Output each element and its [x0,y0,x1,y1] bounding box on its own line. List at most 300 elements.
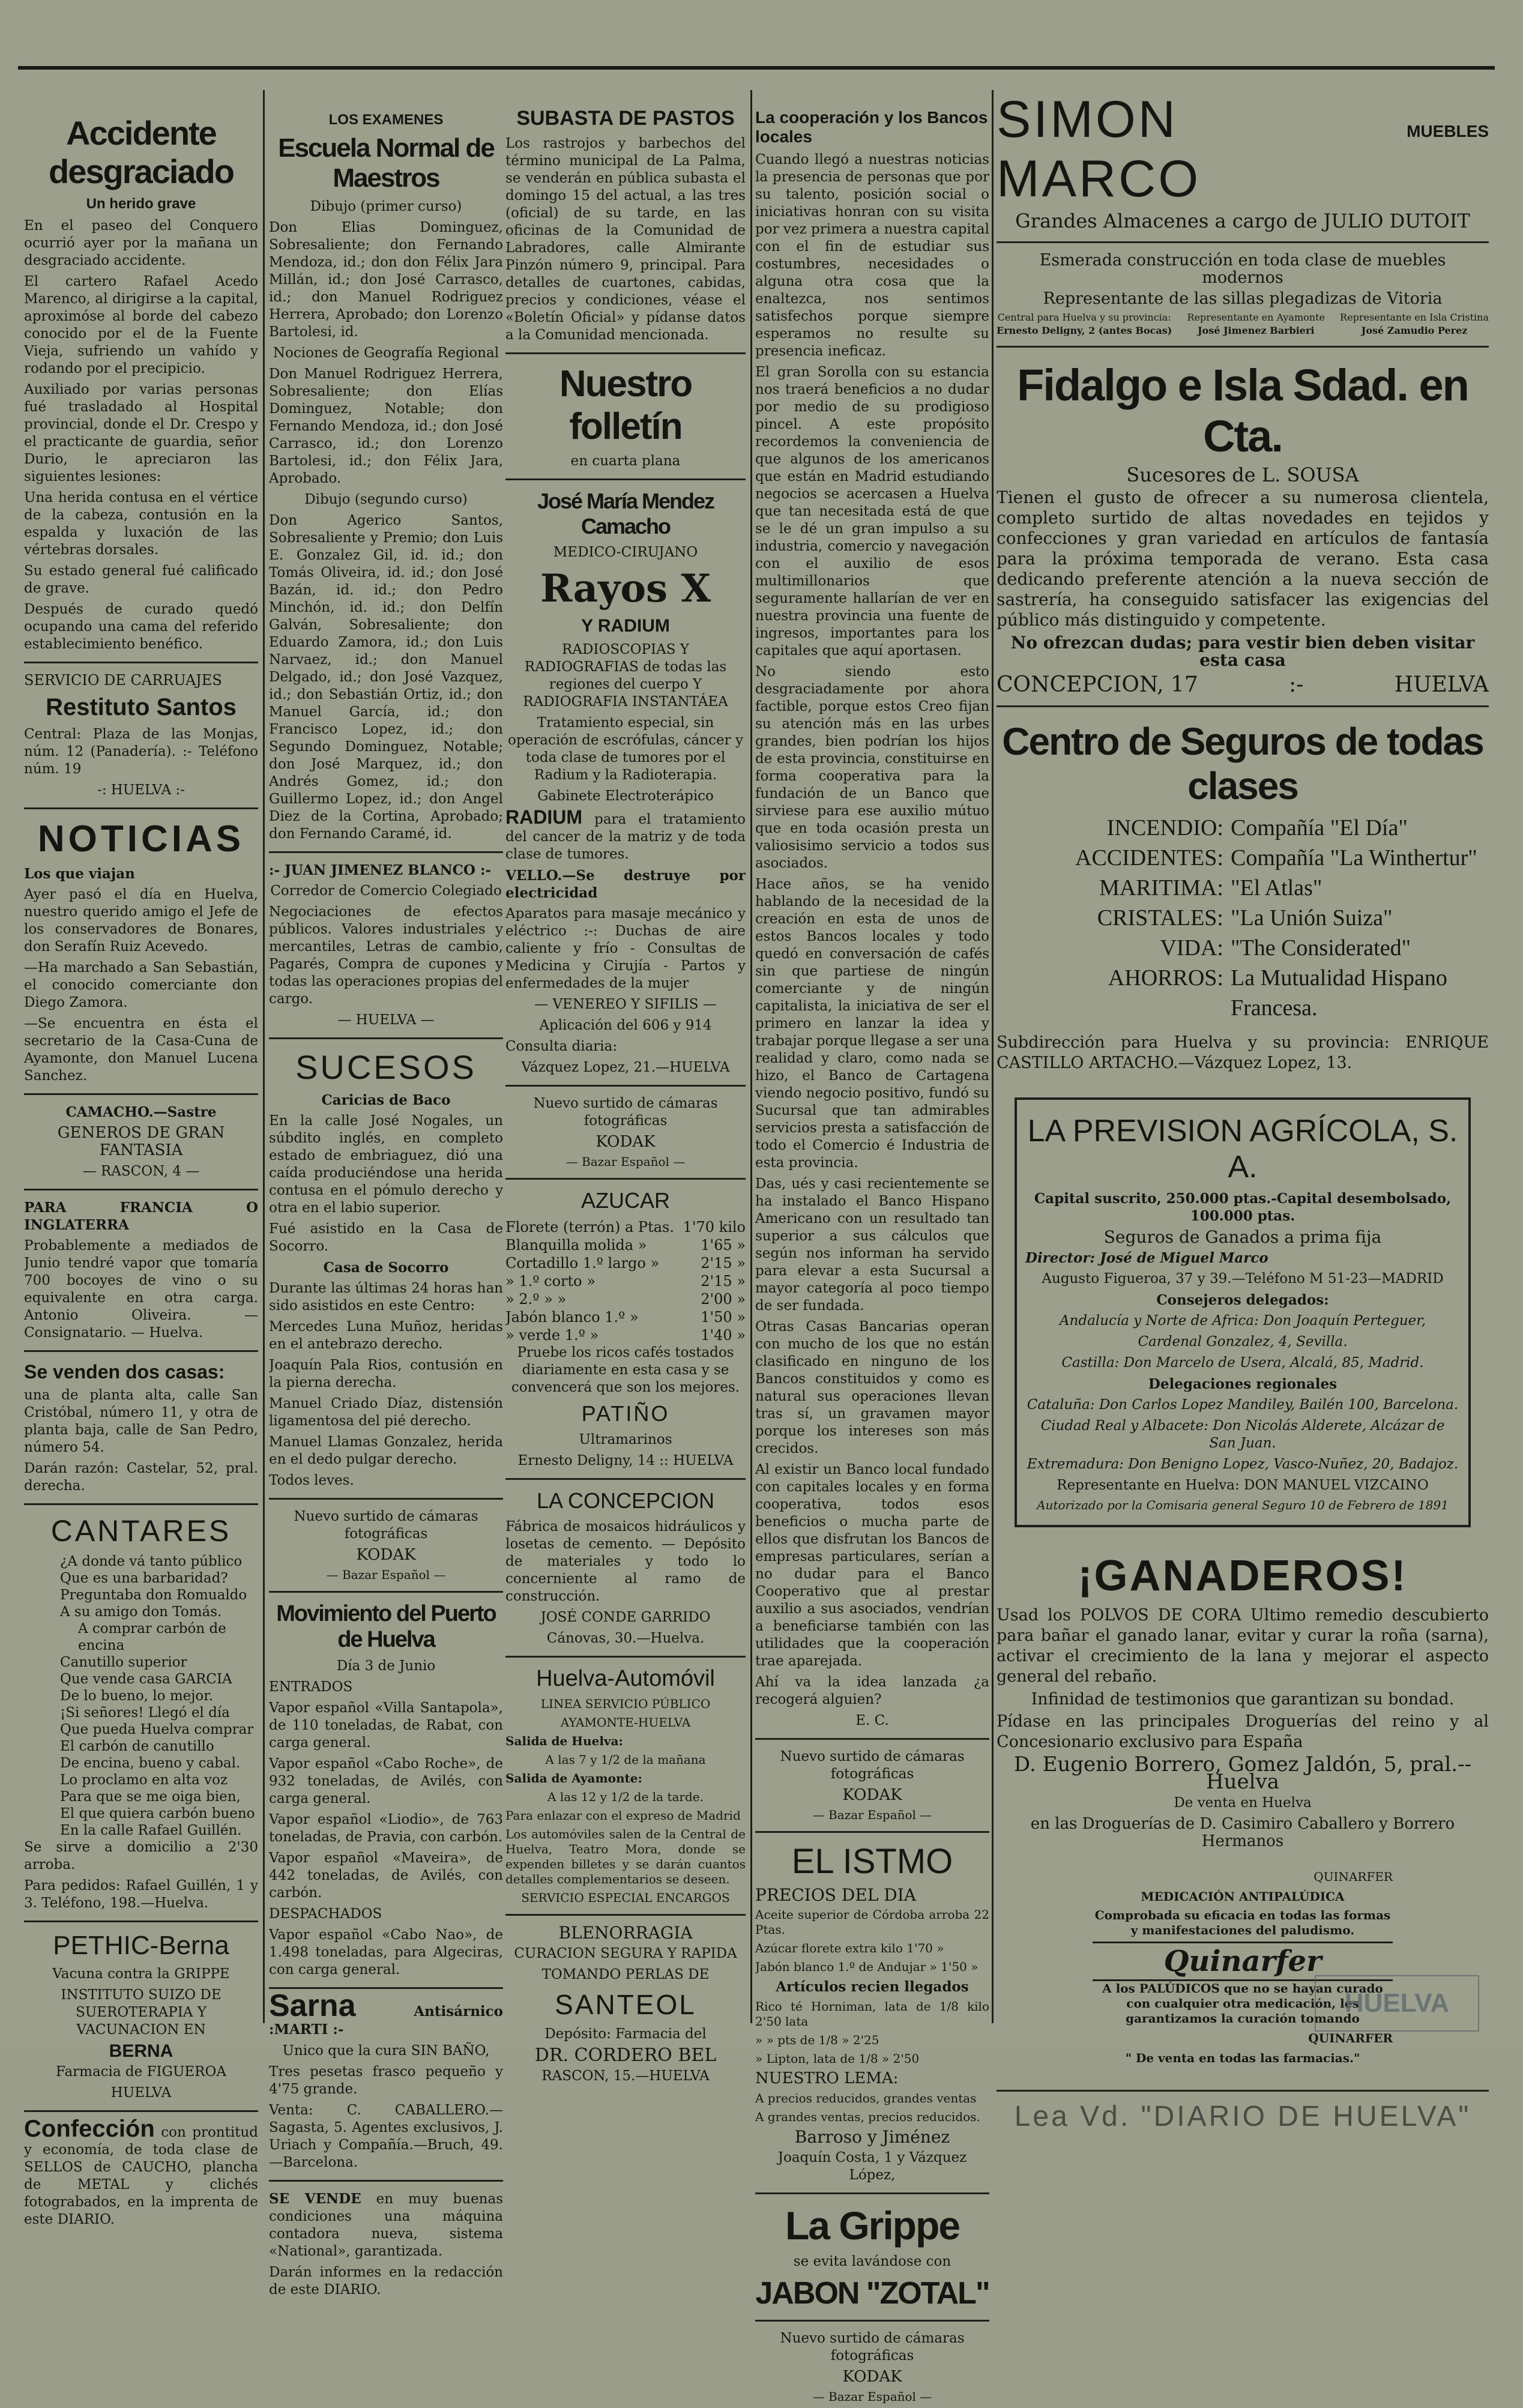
divider [755,1831,989,1833]
insurance-branch: AHORROS: [1108,965,1223,991]
mendez-radium: Y RADIUM [581,616,670,636]
paragraph: —Se encuentra en ésta el secretario de la Casa-Cuna de Ayamonte, don Manuel Lucena Sanchez. [24,1016,258,1084]
divider [505,1178,746,1180]
coop-sig: E. C. [855,1713,889,1728]
examenes-dib2: Dibujo (segundo curso) [304,492,468,507]
prevision-rep: Representante en Huelva: DON MANUEL VIZCAINO [1057,1477,1429,1493]
insurance-branch: CRISTALES: [1097,905,1223,931]
istmo-sub: PRECIOS DEL DIA [755,1885,916,1905]
column-divider [750,90,752,2023]
quinarfer-ad [1093,1868,1393,2066]
prevision-d2: Ciudad Real y Albacete: Don Nicolás Alderete, Alcázar de San Juan. [1040,1418,1445,1451]
price-row [505,1290,746,1308]
price-row [505,1272,746,1290]
istmo-lema: NUESTRO LEMA: [755,2069,899,2087]
istmo-r1: Aceite superior de Córdoba arroba 22 Ptas. [755,1907,989,1937]
quinarfer-l3: QUINARFER [1308,2031,1393,2045]
sucesos-casa: Casa de Socorro [323,1260,449,1276]
agent-addr: José Jimenez Barbieri [1197,325,1315,336]
prevision-c1: Andalucía y Norte de Africa: Don Joaquín Perteguer, [1059,1313,1426,1329]
kodak-l3: — Bazar Español — [812,1808,932,1822]
pethic-berna: BERNA [109,2041,173,2061]
paragraph: Ayer pasó el día en Huelva, nuestro querido amigo el Jefe de los conservadores de Bonares, don Serafín Ruiz Acevedo. [24,887,258,955]
cantares-serve: Se sirve a domicilio a 2'30 arroba. [24,1839,258,1872]
ganaderos-l4: D. Eugenio Borrero, Gomez Jaldón, 5, pral.--Huelva [1013,1752,1472,1794]
mendez-radio: RADIOSCOPIAS Y RADIOGRAFIAS de todas las regiones del cuerpo Y RADIOGRAFIA INSTANTÁEA [523,642,728,710]
paragraph: Manuel Llamas Gonzalez, herida en el dedo pulgar derecho. [269,1434,503,1467]
ganaderos-l3: Pídase en las principales Droguerías del reino y al Concesionario exclusivo para España [997,1712,1489,1751]
price-row [505,1218,746,1236]
divider [24,1503,258,1505]
paragraph: Joaquín Pala Rios, contusión en la pierna derecha. [269,1357,503,1390]
prevision-d1: Cataluña: Don Carlos Lopez Mandiley, Bailén 100, Barcelona. [1027,1397,1459,1413]
paragraph: Después de curado quedó ocupando una cama del referido establecimiento benéfico. [24,602,258,652]
verse: El que quiera carbón bueno [60,1806,255,1821]
quinarfer-head: QUINARFER [1313,1869,1393,1884]
blen-l1: BLENORRAGIA [558,1923,693,1943]
divider [755,2192,989,2194]
divider [24,1350,258,1352]
verse: A su amigo don Tomás. [60,1604,222,1620]
automovil-l8: Los automóviles salen de la Central de Huelva, Teatro Mora, donde se expenden billetes y se darán cuantos detalles complementarios se deseen. [505,1827,746,1886]
quinarfer-l4: " De venta en todas las farmacias." [1125,2051,1360,2065]
fidalgo-addr2: :- [1289,672,1304,697]
fidalgo-dudas: No ofrezcan dudas; para vestir bien deben visitar esta casa [1010,633,1475,670]
simon-title: SIMON MARCO [997,91,1201,208]
pethic-city: HUELVA [110,2085,172,2101]
verse: En la calle Rafael Guillén. [60,1823,242,1838]
price-value: 2'00 » [701,1291,746,1308]
puerto-ent: ENTRADOS [269,1679,353,1695]
examenes-dib1: Dibujo (primer curso) [310,199,462,214]
divider [755,2320,989,2322]
paragraph: Manuel Criado Díaz, distensión ligamentosa del pié derecho. [269,1396,503,1429]
kodak-l2: KODAK [842,1786,902,1804]
vende-t2: en muy buenas condiciones una máquina contadora nueva, sistema «National», garantizada. [269,2191,503,2259]
francia-title: PARA FRANCIA O INGLATERRA [24,1199,258,1233]
blen-l4: SANTEOL [555,1989,696,2020]
paragraph: Ahí va la idea lanzada ¿a recogerá alguien? [755,1674,989,1707]
pethic-inst: INSTITUTO SUIZO DE SUEROTERAPIA Y VACUNACION EN [61,1987,222,2038]
jimenez-role: Corredor de Comercio Colegiado [270,883,502,899]
divider [269,1498,503,1500]
grippe-title: La Grippe [785,2203,960,2248]
verse: Lo proclamo en alta voz [60,1772,228,1788]
grippe-jabon: JABON "ZOTAL" [755,2276,989,2311]
vende-t1: SE VENDE [269,2191,361,2207]
price-value: 1'70 kilo [683,1219,746,1236]
paragraph: Don Elias Dominguez, Sobresaliente; don Fernando Mendoza, id.; don don Félix Jara Millán, id.; don José Carrasco, id.; don Manuel Rodriguez Herrera, Aprobado; don Lorenzo Bartolesi, id. [269,220,503,340]
blen-l3: TOMANDO PERLAS DE [541,1967,710,1982]
kodak-l2: KODAK [596,1133,656,1151]
sarna-l1: Unico que la cura SIN BAÑO, [282,2043,490,2059]
camacho-l3: — RASCON, 4 — [82,1163,200,1179]
istmo-lema1: A precios reducidos, grandes ventas [755,2091,977,2105]
mendez-apar: Aparatos para masaje mecánico y eléctrico :-: Duchas de aire caliente y frío - Consultas de Medicina y Cirujía - Partos y enfermedades de la mujer [505,906,746,991]
verse: A comprar carbón de encina [78,1621,226,1653]
ganaderos-l2: Infinidad de testimonios que garantizan su bondad. [1031,1690,1455,1709]
blen-l2: CURACION SEGURA Y RAPIDA [514,1946,737,1961]
column-divider [992,90,994,2023]
prevision-cons: Consejeros delegados: [1156,1292,1329,1308]
subasta-title: SUBASTA DE PASTOS [516,107,735,130]
divider [505,1478,746,1480]
patino-name: PATIÑO [581,1401,670,1426]
examenes-title: Escuela Normal de Maestros [278,133,494,193]
concepcion-addr: Cánovas, 30.—Huelva. [546,1631,705,1646]
noticias-title: NOTICIAS [37,818,245,860]
concepcion-name: JOSÉ CONDE GARRIDO [540,1610,711,1625]
kodak-l3: — Bazar Español — [565,1154,686,1169]
simon-sub: Grandes Almacenes a cargo de JULIO DUTOIT [1015,210,1470,232]
divider [505,1085,746,1087]
insurance-branch: VIDA: [1160,935,1223,961]
divider [505,478,746,480]
istmo-name: Barroso y Jiménez [794,2127,950,2147]
quinarfer-sub: MEDICACIÓN ANTIPALÚDICA [1141,1889,1345,1904]
mendez-trat: Tratamiento especial, sin operación de escrófulas, cáncer y toda clase de tumores por el Radium y la Radioterapia. [508,715,743,783]
mendez-rad2t: para el tratamiento del cancer de la matriz y de toda clase de tumores. [505,812,746,862]
verse: Preguntaba don Romualdo [60,1587,247,1603]
prevision-c2: Castilla: Don Marcelo de Usera, Alcalá, 85, Madrid. [1061,1355,1424,1371]
fidalgo-sub: Sucesores de L. SOUSA [1126,463,1359,486]
accidente-sub: Un herido grave [86,196,196,212]
verse: ¿A donde vá tanto público [60,1554,243,1569]
price-item: Florete (terrón) a Ptas. [505,1219,674,1236]
automovil-l5: Salida de Ayamonte: [505,1771,642,1785]
istmo-addr: Joaquín Costa, 1 y Vázquez López, [777,2150,967,2183]
price-row [505,1308,746,1326]
insurance-branch: MARITIMA: [1099,875,1223,901]
casas-text: una de planta alta, calle San Cristóbal, número 11, y otra de planta baja, calle de San Pedro, número 54. [24,1387,258,1455]
price-value: 1'65 » [701,1237,746,1254]
fidalgo-addr1: CONCEPCION, 17 [997,672,1198,697]
prevision-dir: Director: José de Miguel Marco [1025,1250,1268,1266]
istmo-r2: Azúcar florete extra kilo 1'70 » [755,1941,944,1955]
ganaderos-title: ¡GANADEROS! [1078,1552,1408,1600]
carruajes-city: -: HUELVA :- [97,782,185,798]
insurance-company: "El Atlas" [1231,875,1322,901]
casas-razon: Darán razón: Castelar, 52, pral. derecha. [24,1461,258,1494]
puerto-title: Movimiento del Puerto de Huelva [276,1601,496,1652]
prevision-seg: Seguros de Ganados a prima fija [1103,1227,1382,1247]
prevision-d3: Extremadura: Don Benigno Lopez, Vasco-Nuñez, 20, Badajoz. [1027,1456,1459,1472]
pethic-sub: Vacuna contra la GRIPPE [52,1966,230,1982]
paragraph: En la calle José Nogales, un súbdito inglés, en completo estado de embriaguez, dió una caída produciéndose una herida contusa en el pómulo derecho y otra en el labio superior. [269,1113,503,1216]
price-item: » verde 1.º » [505,1327,599,1344]
concepcion-text: Fábrica de mosaicos hidráulicos y losetas de cemento. — Depósito de materiales y todo lo concerniente al ramo de construcción. [505,1519,746,1604]
price-item: » 2.º » » [505,1291,567,1308]
insurance-company: La Mutualidad Hispano Francesa. [1231,965,1447,1021]
divider [24,2110,258,2112]
column-1 [24,90,258,2232]
mendez-apl: Aplicación del 606 y 914 [539,1018,712,1033]
price-row [505,1236,746,1254]
blen-l5: Depósito: Farmacia del [544,2026,707,2042]
price-row [505,1326,746,1344]
prevision-c1b: Cardenal Gonzalez, 4, Sevilla. [1138,1334,1348,1350]
paragraph: Mercedes Luna Muñoz, heridas en el antebrazo derecho. [269,1319,503,1352]
verse: ¡Si señores! Llegó el día [60,1705,230,1721]
francia-text: Probablemente a mediados de Junio tendré vapor que tomaría 700 bocoyes de vino o su equivalente en otra carga. Antonio Oliveira. — Consignatario. — Huelva. [24,1238,258,1341]
divider [24,1189,258,1190]
insurance-company: "La Unión Suiza" [1231,905,1393,931]
insurance-company: Compañía "La Winthertur" [1231,845,1477,871]
pethic-farm: Farmacia de FIGUEROA [56,2064,226,2080]
price-item: Cortadillo 1.º largo » [505,1255,660,1272]
kodak-l2: KODAK [842,2368,902,2386]
noticias-viajan: Los que viajan [24,866,135,882]
simon-agents [997,311,1489,337]
istmo-a1: Rico té Horniman, lata de 1/8 kilo 2'50 lata [755,1999,989,2029]
paragraph: El gran Sorolla con su estancia nos traerá beneficios a no dudar por medio de su prodigioso pincel. A este propósito recordemos la conveniencia de que algunos de los americanos que están en Madrid estudiando negocios se acercasen a Huelva que tan necesitada está de que se le dé un gran impulso a su industria, comercio y navegación con el auxilio de esos multimillonarios que seguramente hallarían de ver en nuestra provincia una fuente de ingresos, importantes para los capitales que aquí aportasen. [755,364,989,659]
verse: El carbón de canutillo [60,1739,214,1754]
price-item: Jabón blanco 1.º » [505,1309,639,1326]
agent-addr: Ernesto Deligny, 2 (antes Bocas) [997,325,1172,336]
footer-ad: Lea Vd. "DIARIO DE HUELVA" [1014,2101,1471,2132]
confeccion-title: Confección [24,2116,155,2142]
price-value: 2'15 » [701,1255,746,1272]
divider [269,851,503,853]
divider [24,662,258,663]
paragraph: Todos leves. [269,1473,354,1488]
paragraph: No siendo esto desgraciadamente por ahora factible, porque estos Creo fijan su atención más en las urbes grandes, bien podrían los hijos de esta provincia, constituirse en forma cooperativa para la fundación de un Banco que sirviese para ese auxilio mútuo que en toda ocasión presta un valiosisimo servicio a todos sus asociados. [755,664,989,871]
kodak-l2: KODAK [356,1546,416,1564]
divider [24,1093,258,1095]
mendez-rayos: Rayos X [540,566,711,611]
sucesos-title: SUCESOS [295,1048,477,1086]
verse: Que es una barbaridad? [60,1571,228,1586]
cantares-verses [24,1553,258,1839]
verse: Para que se me oiga bien, [60,1789,241,1805]
mendez-role: MEDICO-CIRUJANO [553,545,698,560]
kodak-l3: — Bazar Español — [812,2389,932,2404]
grippe-sub: se evita lavándose con [793,2254,951,2269]
watermark-logo: HUELVA [1315,1975,1479,2032]
cantares-pedidos: Para pedidos: Rafael Guillén, 1 y 3. Teléfono, 198.—Huelva. [24,1878,258,1911]
mendez-name: José María Mendez Camacho [537,489,714,539]
insurance-company: Compañía "El Día" [1231,815,1408,840]
prevision-del: Delegaciones regionales [1148,1376,1338,1392]
confeccion-text: con prontitud y economía, de toda clase de SELLOS de CAUCHO, plancha de METAL y clichés fotograbados, en la imprenta de este DIARIO. [24,2125,258,2227]
ganaderos-l6: en las Droguerías de D. Casimiro Caballero y Borrero Hermanos [1030,1815,1455,1850]
paragraph: El cartero Rafael Acedo Marenco, al dirigirse a la capital, aproximóse al borde del cabezo conocido por el de la Fuente Vieja, sufriendo un vahído y rodando por el precipicio. [24,274,258,376]
accidente-title: Accidente desgraciado [49,114,234,190]
agent-addr: José Zamudio Perez [1361,325,1468,336]
prevision-title: LA PREVISION AGRÍCOLA, S. A. [1027,1114,1458,1184]
sarna-l3: Venta: C. CABALLERO.—Sagasta, 5. Agentes exclusivos, J. Uriach y Compañía.—Bruch, 49.—Barcelona. [269,2102,503,2170]
mendez-gab: Gabinete Electroterápico [537,788,714,804]
camacho-l1: CAMACHO.—Sastre [65,1104,217,1120]
divider [269,1037,503,1039]
folletin-title: Nuestro folletín [559,363,692,447]
paragraph: Durante las últimas 24 horas han sido asistidos en este Centro: [269,1281,503,1314]
mendez-ven: — VENEREO Y SIFILIS — [534,997,717,1012]
jimenez-city: — HUELVA — [337,1012,435,1028]
quinarfer-logo: Quinarfer [1093,1942,1393,1981]
automovil-l3: Salida de Huelva: [505,1734,623,1748]
agent-label: Central para Huelva y su provincia: [997,312,1171,323]
paragraph: En el paseo del Conquero ocurrió ayer por la mañana un desgraciado accidente. [24,218,258,268]
paragraph: Vapor español «Villa Santapola», de 110 toneladas, de Rabat, con carga general. [269,1700,503,1751]
istmo-a3: » Lipton, lata de 1/8 » 2'50 [755,2051,920,2066]
sarna-brand: Antisárnico :MARTI :- [269,2003,503,2038]
price-row [505,1254,746,1272]
divider [505,1656,746,1658]
divider [997,241,1489,243]
kodak-l1: Nuevo surtido de cámaras fotográficas [780,2331,965,2364]
azucar-title: AZUCAR [581,1188,670,1213]
prevision-cap: Capital suscrito, 250.000 ptas.-Capital desembolsado, 100.000 ptas. [1034,1190,1452,1224]
column-divider [263,90,265,2023]
paragraph: Don Agerico Santos, Sobresaliente y Premio; don Luis E. Gonzalez Gil, id. id.; don Tomás Oliveira, id. id.; don José Bazán, id. id.; don Pedro Minchón, id. id.; don Delfín Galván, Sobresaliente; don Eduardo Zamora, id.; don Luis Narvaez, id.; don Manuel Delgado, id.; don José Vazquez, id.; don Sebastián Ortiz, id.; don Manuel García, id.; don Francisco Lopez, id.; don Segundo Dominguez, Notable; don José Marquez, id.; don Andrés Gomez, id.; don Guillermo Lopez, id.; don Angel Diez de la Cortina, Aprobado; don Fernando Caramé, id. [269,513,503,842]
carruajes-name: Restituto Santos [46,694,237,720]
price-value: 2'15 » [701,1273,746,1290]
istmo-a2: » » pts de 1/8 » 2'25 [755,2033,879,2047]
divider [755,1738,989,1740]
jimenez-text: Negociaciones de efectos públicos. Valores industriales y mercantiles, Letras de cambio, Pagarés, Compra de cupones y todas las operaciones propias del cargo. [269,904,503,1007]
automovil-l9: SERVICIO ESPECIAL ENCARGOS [521,1890,730,1905]
divider [997,2090,1489,2092]
fidalgo-addr [997,672,1489,697]
fidalgo-title: Fidalgo e Isla Sdad. en Cta. [1017,360,1468,461]
fidalgo-text: Tienen el gusto de ofrecer a su numerosa clientela, completo surtido de altas novedades en tejidos y confecciones y gran variedad en artículos de fantasía para la próxima temporada de verano. Esta casa dedicando preferente atención a la nueva sección de sastrería, ha conseguido satisfacer las exigencias del público más distinguido y competente. [997,487,1489,630]
folletin-sub: en cuarta plana [570,453,681,469]
puerto-desp: DESPACHADOS [269,1906,382,1922]
paragraph: Vapor español «Maveira», de 442 toneladas, de Avilés, con carbón. [269,1850,503,1901]
verse: De encina, bueno y cabal. [60,1755,241,1771]
azucar-price-list [505,1218,746,1344]
paragraph: Auxiliado por varias personas fué trasladado al Hospital provincial, donde el Dr. Crespo y el practicante de guardia, señor Durio, le apreciaron las siguientes lesiones: [24,382,258,484]
patino-addr: Ernesto Deligny, 14 :: HUELVA [517,1453,734,1468]
cantares-title: CANTARES [50,1514,232,1548]
automovil-l2: AYAMONTE-HUELVA [560,1715,691,1730]
istmo-art: Artículos recien llegados [776,1979,969,1995]
price-value: 1'40 » [701,1327,746,1344]
paragraph: Una herida contusa en el vértice de la cabeza, contusión en la espalda y luxación de las vértebras dorsales. [24,490,258,558]
paragraph: Cuando llegó a nuestras noticias la presencia de personas que por su talento, posición social o iniciativas honran con su visita por vez primera a nuestra capital con el fin de estudiar sus costumbres, necesidades o alguna otra cosa que la enaltezca, nos sentimos satisfechos porque siempre esperamos no resulte su presencia ineficaz. [755,152,989,359]
ganaderos-l5: De venta en Huelva [1174,1795,1312,1811]
paragraph: Al existir un Banco local fundado con capitales locales y en forma cooperativa, todos esos beneficios o mucha parte de ellos que disfrutan los Bancos de empresas particulares, serían a no dudar para el Banco Cooperativo que al prestar auxilio a sus asociados, vendrían a beneficiarse también con las utilidades que la cooperación trae aparejada. [755,1462,989,1669]
automovil-l6: A las 12 y 1/2 de la tarde. [547,1790,704,1804]
agent-label: Representante en Isla Cristina [1340,312,1489,323]
pethic-title: PETHIC-Berna [53,1931,229,1960]
divider [997,346,1489,348]
divider [24,807,258,809]
seguros-title: Centro de Seguros de todas clases [1002,720,1483,807]
mendez-vello: VELLO.—Se destruye por electricidad [505,868,746,901]
quinarfer-l1: Comprobada su eficacia en todas las formas y manifestaciones del paludismo. [1094,1908,1391,1937]
verse: Canutillo superior [60,1655,187,1670]
simon-l2: Representante de las sillas plegadizas de Vitoria [1043,289,1443,308]
kodak-l1: Nuevo surtido de cámaras fotográficas [294,1509,478,1542]
paragraph: Das, ués y casi recientemente se ha instalado el Banco Hispano Americano con un resultado tan superior a sus cálculos que según nos informan ha servido para elevar a esta Sucursal a mayor categoría al poco tiempo de ser fundada. [755,1176,989,1314]
puerto-date: Día 3 de Junio [336,1658,436,1674]
sarna-l2: Tres pesetas frasco pequeño y 4'75 grande. [269,2064,503,2097]
paragraph: —Ha marchado a San Sebastián, el conocido comerciante don Diego Zamora. [24,960,258,1010]
mendez-cons: Consulta diaria: [505,1039,618,1054]
jimenez-name: :- JUAN JIMENEZ BLANCO :- [269,862,491,878]
automovil-l4: A las 7 y 1/2 de la mañana [545,1752,706,1767]
istmo-title: EL ISTMO [791,1842,953,1881]
azucar-text: Pruebe los ricos cafés tostados diariamente en esta casa y se convencerá que son los mejores. [511,1345,740,1395]
quinarfer-l2: A los PALÚDICOS que no se hayan curado con cualquier otra medicación, les garantizamos la curación tomando [1102,1981,1383,2026]
paragraph: Fué asistido en la Casa de Socorro. [269,1221,503,1254]
simon-header [997,90,1489,209]
price-value: 1'50 » [701,1309,746,1326]
simon-muebles: MUEBLES [1407,122,1489,140]
automovil-title: Huelva-Automóvil [536,1666,715,1691]
price-item: Blanquilla molida » [505,1237,647,1254]
column-4 [755,90,989,2408]
prevision-aut: Autorizado por la Comisaria general Seguro 10 de Febrero de 1891 [1037,1498,1449,1512]
concepcion-title: LA CONCEPCION [536,1488,715,1513]
agent-label: Representante en Ayamonte [1187,312,1325,323]
casas-title: Se venden dos casas: [24,1361,225,1383]
kodak-l1: Nuevo surtido de cámaras fotográficas [533,1096,718,1129]
subasta-text: Los rastrojos y barbechos del término municipal de La Palma, se venderán en pública subasta el domingo 15 del actual, a las tres (oficial) de su tarde, en las oficinas de la Comunidad de Labradores, calle Almirante Pinzón número 9, principal. Para detalles de cuartones, cabidas, precios y condiciones, véase el «Boletín Oficial» y pídanse datos a la Comunidad mencionada. [505,136,746,343]
kodak-l3: — Bazar Español — [326,1568,446,1582]
examenes-geo: Nociones de Geografía Regional [273,345,499,361]
divider [505,352,746,354]
top-rule [18,66,1495,70]
blen-l6: DR. CORDERO BEL [534,2045,717,2066]
column-2 [269,90,503,2302]
insurance-company: "The Considerated" [1231,935,1411,961]
paragraph: Hace años, se ha venido hablando de la necesidad de la creación en esta de unos de estos Bancos locales y todo quedó en conversación de cafés sin que partiese de ningún comerciante y de ningún capitalista, la iniciativa de ser el primero en lanzar la idea y trabajar porque llegase a ser una realidad y claro, como nada se hizo, el Banco de Cartagena viendo negocio positivo, fundó su Sucursal que tan admirables servicios presta a satisfacción de todo el Comercio é Industria de esta provincia. [755,877,989,1171]
column-5 [997,90,1489,2138]
sarna-title: Sarna [269,1988,356,2023]
carruajes-head: SERVICIO DE CARRUAJES [24,672,222,689]
paragraph: Don Manuel Rodriguez Herrera, Sobresaliente; don Elías Dominguez, Notable; don Fernando Mendoza, id.; don José Carrasco, id.; don Lorenzo Bartolesi, id.; don Félix Jara, Aprobado. [269,366,503,486]
price-item: » 1.º corto » [505,1273,596,1290]
paragraph: Vapor español «Cabo Nao», de 1.498 toneladas, para Algeciras, con carga general. [269,1927,503,1978]
divider [505,1914,746,1916]
verse: Que vende casa GARCIA [60,1671,232,1687]
insurance-branch: ACCIDENTES: [1075,845,1223,871]
verse: De lo bueno, lo mejor. [60,1688,213,1704]
divider [24,1921,258,1922]
divider [269,2180,503,2182]
simon-l1: Esmerada construcción en toda clase de muebles modernos [1039,251,1446,287]
vende-t3: Darán informes en la redacción de este DIARIO. [269,2265,503,2298]
prevision-addr: Augusto Figueroa, 37 y 39.—Teléfono M 51-23—MADRID [1042,1271,1444,1287]
verse: Que pueda Huelva comprar [60,1722,254,1737]
ganaderos-l1: Usad los POLVOS DE CORA Ultimo remedio descubierto para bañar el ganado lanar, evitar y curar la roña (sarna), activar el crecimiento de la lana y mejorar el aspecto general del rebaño. [997,1606,1489,1686]
paragraph: Vapor español «Cabo Roche», de 932 toneladas, de Avilés, con carga general. [269,1756,503,1806]
seguros-sub: Subdirección para Huelva y su provincia: ENRIQUE CASTILLO ARTACHO.—Vázquez Lopez, 13. [997,1033,1489,1072]
paragraph: Otras Casas Bancarias operan con mucho de los que no están clasificado en ninguno de los Bancos constituidos y como es natural sus operaciones llevan tras sí, un gravamen mayor porque los intereses son más crecidos. [755,1319,989,1456]
automovil-l1: LINEA SERVICIO PÚBLICO [540,1697,711,1711]
blen-l7: RASCON, 15.—HUELVA [541,2068,710,2084]
istmo-lema2: A grandes ventas, precios reducidos. [755,2110,980,2124]
seguros-list [997,813,1489,1023]
kodak-l1: Nuevo surtido de cámaras fotográficas [780,1749,965,1782]
camacho-l2: GENEROS DE GRAN FANTASIA [57,1124,225,1159]
paragraph: Su estado general fué calificado de grave. [24,563,258,596]
automovil-l7: Para enlazar con el expreso de Madrid [505,1808,741,1823]
mendez-addr: Vázquez Lopez, 21.—HUELVA [521,1060,730,1075]
patino-sub: Ultramarinos [579,1432,672,1447]
examenes-head: LOS EXAMENES [328,112,444,128]
prevision-box [1015,1097,1471,1527]
paragraph: Vapor español «Liodio», de 763 toneladas, de Pravia, con carbón. [269,1812,503,1845]
istmo-r3: Jabón blanco 1.º de Andujar » 1'50 » [755,1960,979,1974]
carruajes-addr: Central: Plaza de las Monjas, núm. 12 (Panadería). :- Teléfono núm. 19 [24,726,258,777]
divider [997,705,1489,707]
insurance-branch: INCENDIO: [1106,815,1223,840]
coop-title: La cooperación y los Bancos locales [755,108,988,146]
